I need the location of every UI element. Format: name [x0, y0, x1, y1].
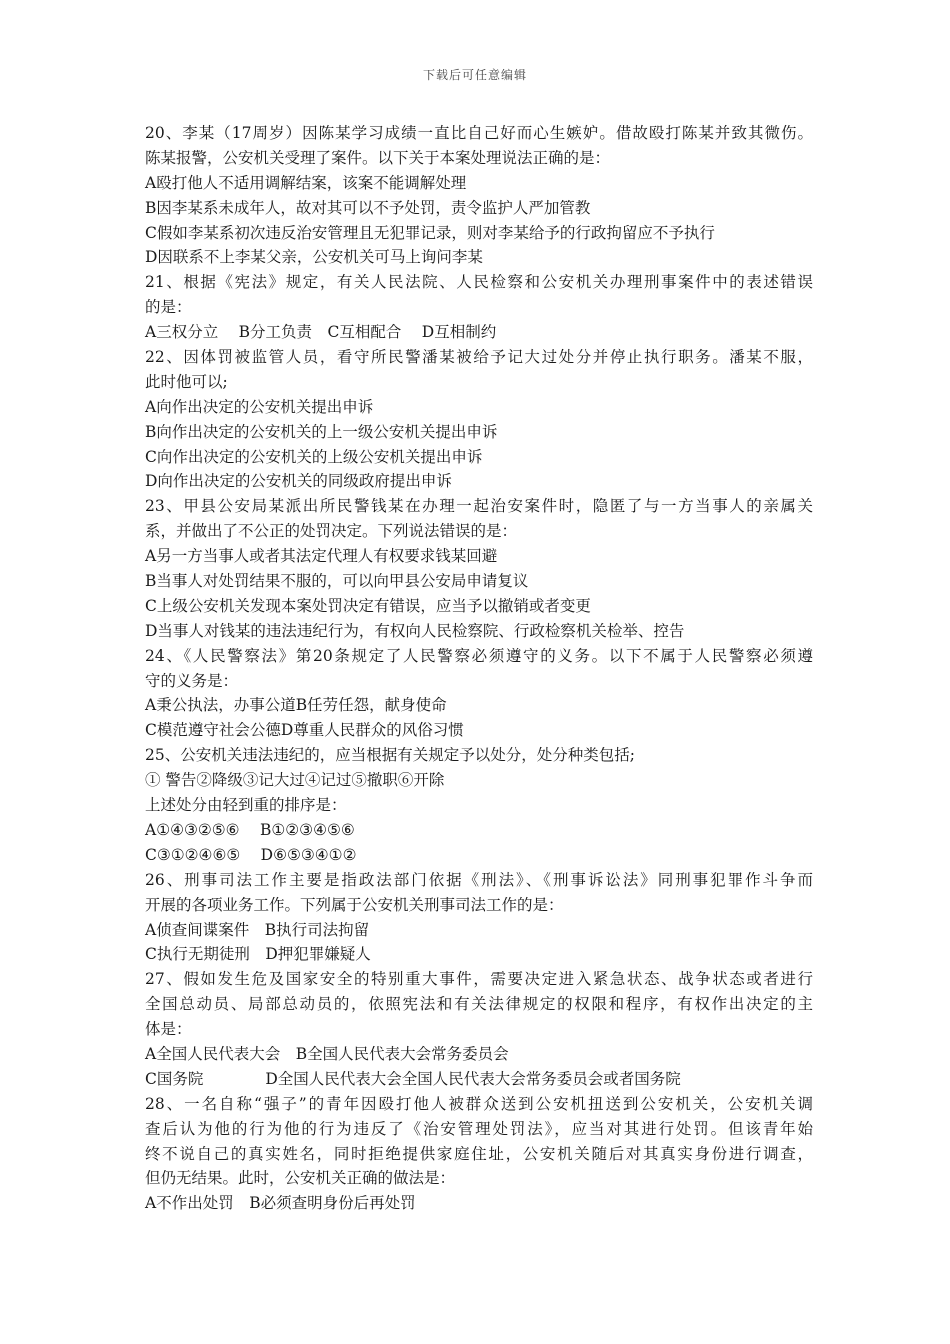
text-line: C执行无期徒刑 D押犯罪嫌疑人 [145, 945, 371, 964]
text-line: A向作出决定的公安机关提出申诉 [145, 397, 374, 416]
text-line: D当事人对钱某的违法违纪行为，有权向人民检察院、行政检察机关检举、控告 [145, 621, 685, 640]
text-line: C上级公安机关发现本案处罚决定有错误，应当予以撤销或者变更 [145, 596, 591, 615]
text-line: 终不说自己的真实姓名，同时拒绝提供家庭住址，公安机关随后对其真实身份进行调查， [145, 1144, 813, 1163]
text-line: C模范遵守社会公德D尊重人民群众的风俗习惯 [145, 721, 464, 740]
text-line: 但仍无结果。此时，公安机关正确的做法是： [145, 1169, 456, 1188]
text-line: 23、甲县公安局某派出所民警钱某在办理一起治安案件时，隐匿了与一方当事人的亲属关 [145, 497, 813, 516]
text-line: 21、根据《宪法》规定，有关人民法院、人民检察和公安机关办理刑事案件中的表述错误 [145, 273, 813, 292]
text-line: B向作出决定的公安机关的上一级公安机关提出申诉 [145, 422, 498, 441]
text-line: ① 警告②降级③记大过④记过⑤撤职⑥开除 [145, 771, 445, 790]
text-line: A侦查间谍案件 B执行司法拘留 [145, 920, 370, 939]
text-line: A不作出处罚 B必须查明身份后再处罚 [145, 1194, 416, 1213]
text-line: A殴打他人不适用调解结案，该案不能调解处理 [145, 173, 467, 192]
text-line: 26、刑事司法工作主要是指政法部门依据《刑法》、《刑事诉讼法》同刑事犯罪作斗争而 [145, 870, 813, 889]
text-line: 全国总动员、局部总动员的，依照宪法和有关法律规定的权限和程序，有权作出决定的主 [145, 995, 813, 1014]
text-line: B因李某系未成年人，故对其可以不予处罚，责令监护人严加管教 [145, 198, 591, 217]
text-line: 陈某报警，公安机关受理了案件。以下关于本案处理说法正确的是： [145, 148, 611, 167]
text-line: C向作出决定的公安机关的上级公安机关提出申诉 [145, 447, 483, 466]
text-line: 的是： [145, 298, 192, 317]
document-body [145, 121, 813, 1216]
text-line: 开展的各项业务工作。下列属于公安机关刑事司法工作的是： [145, 895, 564, 914]
text-line: A全国人民代表大会 B全国人民代表大会常务委员会 [145, 1044, 509, 1063]
page-header: 下载后可任意编辑 [422, 68, 527, 82]
text-line: 上述处分由轻到重的排序是： [145, 796, 347, 815]
text-line: A三权分立 B分工负责 C互相配合 D互相制约 [145, 323, 497, 342]
text-line: B当事人对处罚结果不服的，可以向甲县公安局申请复议 [145, 572, 529, 591]
text-line: D因联系不上李某父亲，公安机关可马上询问李某 [145, 248, 483, 267]
text-line: C③①②④⑥⑤ D⑥⑤③④①② [145, 845, 357, 864]
text-line: 体是： [145, 1020, 192, 1039]
text-line: A①④③②⑤⑥ B①②③④⑤⑥ [145, 820, 355, 839]
text-line: C假如李某系初次违反治安管理且无犯罪记录，则对李某给予的行政拘留应不予执行 [145, 223, 715, 242]
text-line: 22、因体罚被监管人员，看守所民警潘某被给予记大过处分并停止执行职务。潘某不服， [145, 348, 813, 367]
text-line: 系，并做出了不公正的处罚决定。下列说法错误的是： [145, 522, 518, 541]
text-line: 守的义务是： [145, 671, 239, 690]
text-line: 27、假如发生危及国家安全的特别重大事件，需要决定进入紧急状态、战争状态或者进行 [145, 970, 813, 989]
text-line: D向作出决定的公安机关的同级政府提出申诉 [145, 472, 452, 491]
text-line: 查后认为他的行为他的行为违反了《治安管理处罚法》，应当对其进行处罚。但该青年始 [145, 1119, 813, 1138]
text-line: 24、《人民警察法》第20条规定了人民警察必须遵守的义务。以下不属于人民警察必须遵 [145, 646, 813, 665]
text-line: A另一方当事人或者其法定代理人有权要求钱某回避 [145, 547, 498, 566]
text-line: C国务院 D全国人民代表大会全国人民代表大会常务委员会或者国务院 [145, 1069, 681, 1088]
text-line: 此时他可以; [145, 372, 228, 391]
text-line: A秉公执法，办事公道B任劳任怨，献身使命 [145, 696, 447, 715]
text-line: 28、一名自称“强子”的青年因殴打他人被群众送到公安机扭送到公安机关，公安机关调 [145, 1094, 813, 1113]
text-line: 25、公安机关违法违纪的，应当根据有关规定予以处分，处分种类包括; [145, 746, 635, 765]
text-line: 20、李某（17周岁）因陈某学习成绩一直比自己好而心生嫉妒。借故殴打陈某并致其微伤。 [145, 124, 813, 142]
